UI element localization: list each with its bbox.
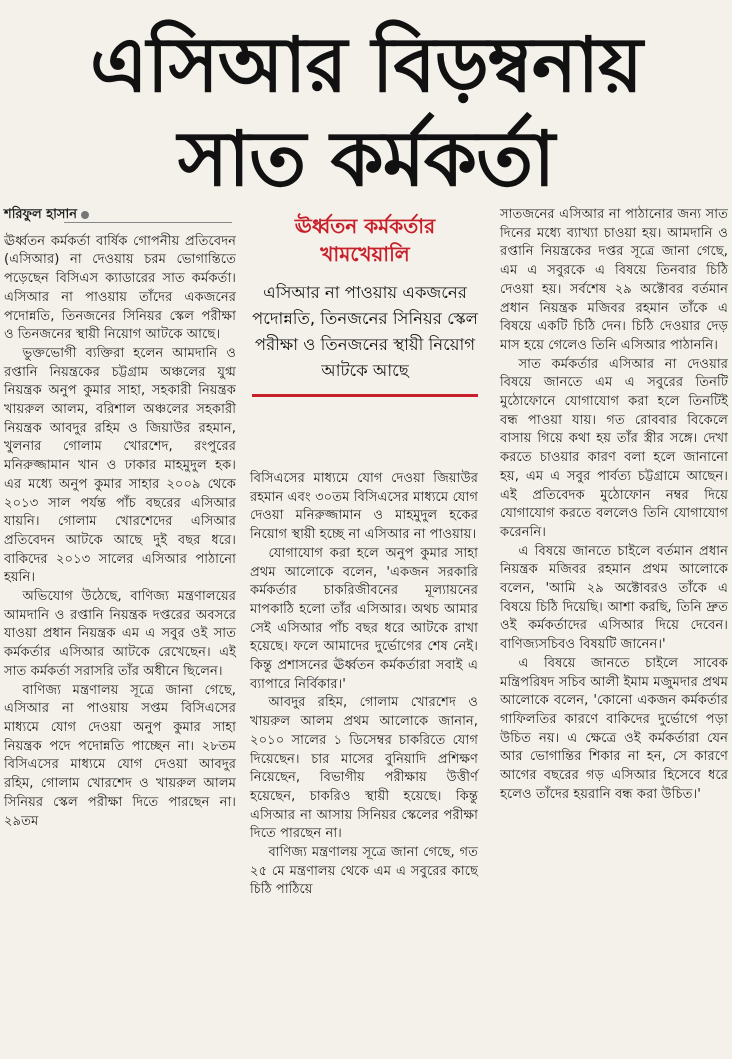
article-column-2 (250, 470, 478, 900)
byline-dot (81, 211, 89, 219)
paragraph: ঊর্ধ্বতন কর্মকর্তা বার্ষিক গোপনীয় প্রতিবেদন (এসিআর) না দেওয়ায় চরম ভোগান্তিতে পড়েছেন বিসিএস ক্যাডারের সাত কর্মকর্তা। এসিআর না পাওয়ায় তাঁদের একজনের পদোন্নতি, তিনজনের সিনিয়র স্কেল পরীক্ষা ও তিনজনের স্থায়ী নিয়োগ আটকে আছে। (4, 233, 236, 343)
paragraph: ভুক্তভোগী ব্যক্তিরা হলেন আমদানি ও রপ্তানি নিয়ন্ত্রকের চট্টগ্রাম অঞ্চলের যুগ্ম নিয়ন্ত্রক অনুপ কুমার সাহা, সহকারী নিয়ন্ত্রক খায়রুল আলম, বরিশাল অঞ্চলের সহকারী নিয়ন্ত্রক আবদুর রহিম ও জিয়াউর রহমান, খুলনার গোলাম খোরশেদ, রংপুরের মনিরুজ্জামান খান ও ঢাকার মাহমুদুল হক। এর মধ্যে অনুপ কুমার সাহার ২০০৯ থেকে ২০১৩ সাল পর্যন্ত পাঁচ বছরের এসিআর যায়নি। গোলাম খোরশেদের এসিআর প্রতিবেদন আটকে আছে দুই বছর ধরে। বাকিদের ২০১৩ সালের এসিআর পাঠানো হয়নি। (4, 345, 236, 586)
byline-author: শরিফুল হাসান (4, 207, 77, 222)
paragraph: বিসিএসের মাধ্যমে যোগ দেওয়া জিয়াউর রহমান এবং ৩০তম বিসিএসের মাধ্যমে যোগ দেওয়া মনিরুজ্জামান ও মাহমুদুল হকের নিয়োগ স্থায়ী হচ্ছে না এসিআর না পাওয়ায়। (250, 471, 478, 543)
paragraph: অভিযোগ উঠেছে, বাণিজ্য মন্ত্রণালয়ের আমদানি ও রপ্তানি নিয়ন্ত্রক দপ্তরের অবসরে যাওয়া প্রধান নিয়ন্ত্রক এম এ সবুর ওই সাত কর্মকর্তার এসিআর আটকে রেখেছেন। এই সাত কর্মকর্তা সরাসরি তাঁর অধীনে ছিলেন। (4, 589, 236, 679)
paragraph: সাতজনের এসিআর না পাঠানোর জন্য সাত দিনের মধ্যে ব্যাখ্যা চাওয়া হয়। আমদানি ও রপ্তানি নিয়ন্ত্রকের দপ্তর সূত্রে জানা গেছে, এম এ সবুরকে এ বিষয়ে তিনবার চিঠি দেওয়া হয়। সর্বশেষ ২৯ অক্টোবর বর্তমান প্রধান নিয়ন্ত্রক মজিবর রহমান তাঁকে এ বিষয়ে একটি চিঠি দেন। চিঠি দেওয়ার দেড় মাস হয়ে গেলেও তিনি এসিআর পাঠাননি। (500, 207, 728, 353)
paragraph: বাণিজ্য মন্ত্রণালয় সূত্রে জানা গেছে, গত ২৫ মে মন্ত্রণালয় থেকে এম এ সবুরের কাছে চিঠি পাঠিয়ে (250, 845, 478, 898)
paragraph: বাণিজ্য মন্ত্রণালয় সূত্রে জানা গেছে, এসিআর না পাওয়ায় সপ্তম বিসিএসের মাধ্যমে যোগ দেওয়া অনুপ কুমার সাহা নিয়ন্ত্রক পদে পদোন্নতি পাচ্ছেন না। ২৮তম বিসিএসের মাধ্যমে যোগ দেওয়া আবদুর রহিম, গোলাম খোরশেদ ও খায়রুল আলম সিনিয়র স্কেল পরীক্ষা দিতে পারছেন না। ২৯তম (4, 682, 236, 829)
pull-quote-box (252, 208, 478, 397)
headline (0, 18, 732, 206)
pull-quote-divider (252, 394, 478, 397)
paragraph: সাত কর্মকর্তার এসিআর না দেওয়ার বিষয়ে জানতে এম এ সবুরের তিনটি মুঠোফোনে যোগাযোগ করা হলে তিনটিই বন্ধ পাওয়া যায়। গত রোববার বিকেলে বাসায় গিয়ে কথা হয় তাঁর স্ত্রীর সঙ্গে। দেখা করতে চাওয়ার কারণ বলা হলে জানানো হয়, এম এ সবুর পার্বত্য চট্টগ্রামে আছেন। এই প্রতিবেদক মুঠোফোন নম্বর দিয়ে যোগাযোগ করতে বললেও তিনি যোগাযোগ করেননি। (500, 356, 728, 540)
headline-line-2: সাত কর্মকর্তা (177, 114, 555, 203)
headline-line-1: এসিআর বিড়ম্বনায় (90, 20, 642, 109)
pull-quote-kicker: ঊর্ধ্বতন কর্মকর্তার খামখেয়ালি (294, 214, 436, 266)
article-column-3 (500, 206, 728, 805)
paragraph: এ বিষয়ে জানতে চাইলে বর্তমান প্রধান নিয়ন্ত্রক মজিবর রহমান প্রথম আলোকে বলেন, 'আমি ২৯ অক্টোবরও তাঁকে এ বিষয়ে চিঠি দিয়েছি। আশা করছি, তিনি দ্রুত ওই কর্মকর্তাদের এসিআর দিয়ে দেবেন। বাণিজ্যসচিবও বিষয়টি জানেন।' (500, 543, 728, 653)
article-column-1 (4, 206, 236, 831)
pull-quote-deck: এসিআর না পাওয়ায় একজনের পদোন্নতি, তিনজনের সিনিয়র স্কেল পরীক্ষা ও তিনজনের স্থায়ী নিয়োগ আটকে আছে (252, 283, 478, 380)
paragraph: আবদুর রহিম, গোলাম খোরশেদ ও খায়রুল আলম প্রথম আলোকে জানান, ২০১০ সালের ১ ডিসেম্বর চাকরিতে যোগ দিয়েছেন। চার মাসের বুনিয়াদি প্রশিক্ষণ নিয়েছেন, বিভাগীয় পরীক্ষায় উত্তীর্ণ হয়েছেন, চাকরিও স্থায়ী হয়েছে। কিন্তু এসিআর না আসায় সিনিয়র স্কেলের পরীক্ষা দিতে পারছেন না। (250, 695, 478, 842)
paragraph: যোগাযোগ করা হলে অনুপ কুমার সাহা প্রথম আলোকে বলেন, 'একজন সরকারি কর্মকর্তার চাকরিজীবনের মূল্যায়নের মাপকাঠি হলো তাঁর এসিআর। অথচ আমার সেই এসিআর পাঁচ বছর ধরে আটকে রাখা হয়েছে। ফলে আমাদের দুর্ভোগের শেষ নেই। কিন্তু প্রশাসনের ঊর্ধ্বতন কর্মকর্তারা সবাই এ ব্যাপারে নির্বিকার।' (250, 545, 478, 692)
paragraph: এ বিষয়ে জানতে চাইলে সাবেক মন্ত্রিপরিষদ সচিব আলী ইমাম মজুমদার প্রথম আলোকে বলেন, 'কোনো একজন কর্মকর্তার গাফিলতির কারণে বাকিদের দুর্ভোগে পড়া উচিত নয়। এ ক্ষেত্রে ওই কর্মকর্তারা যেন আর ভোগান্তির শিকার না হন, সে কারণে আগের বছরের গড় এসিআর হিসেবে ধরে হলেও তাঁদের হয়রানি বন্ধ করা উচিত।' (500, 655, 728, 802)
byline (4, 206, 236, 225)
